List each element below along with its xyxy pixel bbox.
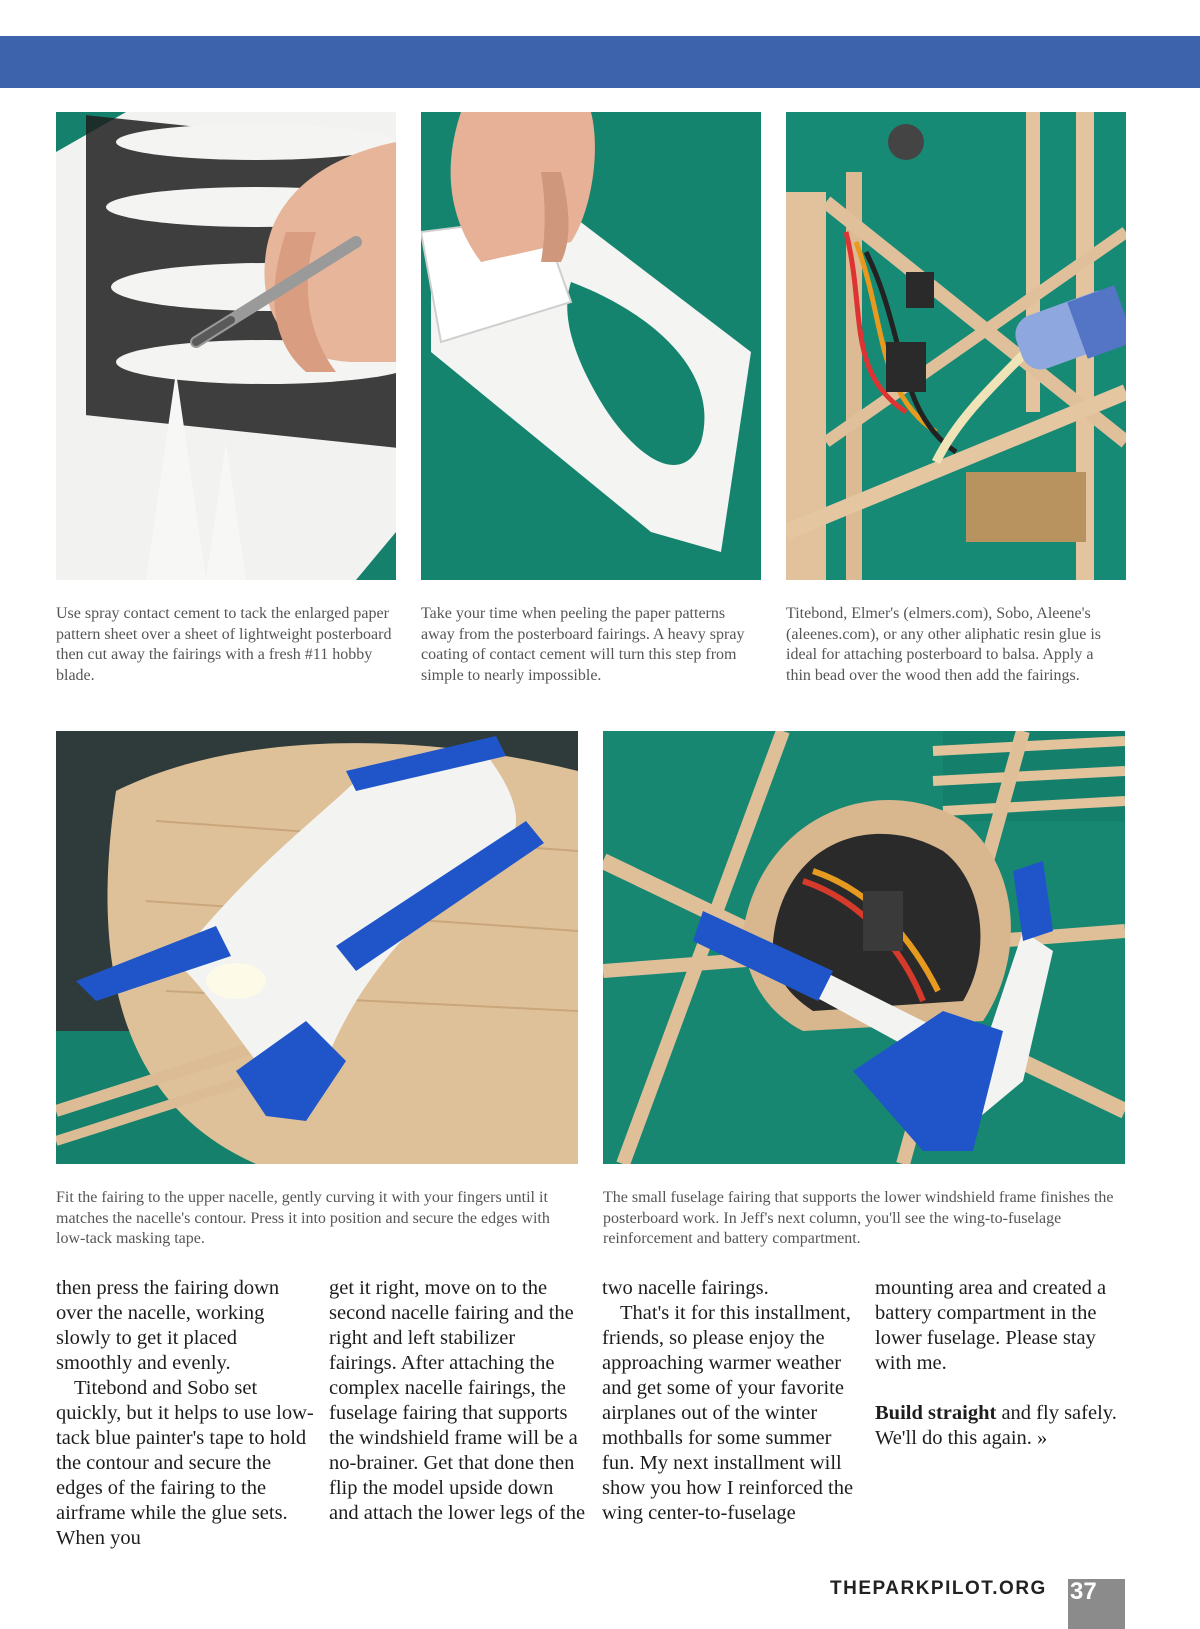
body-column-2 — [329, 1276, 587, 1526]
body-paragraph: two nacelle fairings. — [602, 1277, 769, 1299]
page-number: 37 — [1068, 1579, 1125, 1629]
caption-2: Take your time when peeling the paper patterns away from the posterboard fairings. A heavy spray coating of contact cement will turn this step from simple to nearly impossible. — [421, 605, 745, 684]
header-banner — [0, 36, 1200, 88]
body-column-1 — [56, 1276, 314, 1551]
body-paragraph: That's it for this installment, friends, so please enjoy the approaching warmer weather and get some of your favorite airplanes out of the winter mothballs for some summer fun. My next installment will show you how I reinforced the wing center-to-fuselage — [602, 1302, 854, 1524]
body-paragraph: Titebond and Sobo set quickly, but it helps to use low-tack blue painter's tape to hold the contour and secure the edges of the fairing to the airframe while the glue sets. When you — [56, 1377, 314, 1549]
caption-5: The small fuselage fairing that supports the lower windshield frame finishes the posterboard work. In Jeff's next column, you'll see the wing-to-fuselage reinforcement and battery compartment. — [603, 1189, 1114, 1247]
photo-cutting-fairings-image — [56, 112, 396, 580]
footer-site-name: THEPARKPILOT.ORG — [830, 1578, 1047, 1599]
body-column-4 — [875, 1276, 1133, 1451]
sign-off-paragraph — [875, 1401, 1133, 1451]
photo-gluing-balsa — [786, 112, 1126, 580]
sign-off-bold: Build straight — [875, 1402, 997, 1424]
sign-off-text: and fly safely. We'll do this again. » — [875, 1402, 1117, 1449]
photo-peeling-pattern — [421, 112, 761, 580]
photo-fuselage-fairing-image — [603, 731, 1125, 1164]
photo-cutting-fairings — [56, 112, 396, 580]
photo-nacelle-fairing — [56, 731, 578, 1164]
body-paragraph: then press the fairing down over the nacelle, working slowly to get it placed smoothly and evenly. — [56, 1277, 280, 1374]
body-paragraph: get it right, move on to the second nacelle fairing and the right and left stabilizer fairings. After attaching the complex nacelle fairings, the fuselage fairing that supports the windshield frame will be a no-brainer. Get that done then flip the model upside down and attach the lower legs of the — [329, 1277, 586, 1524]
caption-1: Use spray contact cement to tack the enlarged paper pattern sheet over a sheet of lightweight posterboard then cut away the fairings with a fresh #11 hobby blade. — [56, 605, 392, 684]
body-paragraph: mounting area and created a battery compartment in the lower fuselage. Please stay with me. — [875, 1277, 1107, 1374]
caption-4: Fit the fairing to the upper nacelle, gently curving it with your fingers until it matches the nacelle's contour. Press it into position and secure the edges with low-tack masking tape. — [56, 1189, 550, 1247]
photo-nacelle-fairing-image — [56, 731, 578, 1164]
caption-3: Titebond, Elmer's (elmers.com), Sobo, Aleene's (aleenes.com), or any other aliphatic resin glue is ideal for attaching posterboard to balsa. Apply a thin bead over the wood then add the fairings. — [786, 605, 1101, 684]
photo-peeling-pattern-image — [421, 112, 761, 580]
body-column-3 — [602, 1276, 860, 1526]
photo-gluing-balsa-image — [786, 112, 1126, 580]
photo-fuselage-fairing — [603, 731, 1125, 1164]
